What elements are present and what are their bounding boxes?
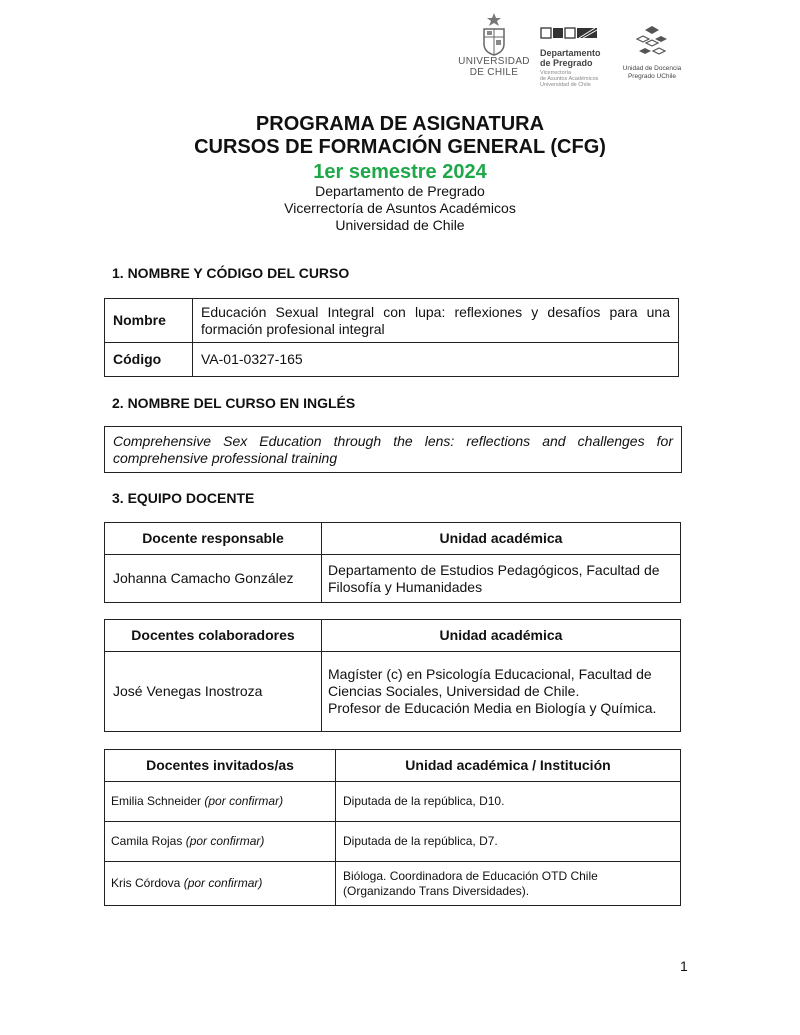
- header-logos: [455, 12, 695, 90]
- document-subtitle: CURSOS DE FORMACIÓN GENERAL (CFG): [194, 136, 606, 158]
- docente-responsable-header: Docente responsable: [105, 523, 322, 555]
- colaborador-unit-line2: Profesor de Educación Media en Biología y Química.: [328, 700, 657, 716]
- section-3-heading: 3. EQUIPO DOCENTE: [112, 490, 255, 506]
- docentes-colaboradores-header: Docentes colaboradores: [105, 620, 322, 652]
- codigo-value: VA-01-0327-165: [193, 343, 679, 377]
- unidad-institucion-header: Unidad académica / Institución: [336, 750, 681, 782]
- semester-label: 1er semestre 2024: [313, 161, 487, 183]
- university-line: Universidad de Chile: [335, 217, 465, 233]
- docentes-invitados-header: Docentes invitados/as: [105, 750, 336, 782]
- nombre-label: Nombre: [105, 299, 193, 343]
- course-name-code-table: [104, 298, 679, 377]
- section-1-heading: 1. NOMBRE Y CÓDIGO DEL CURSO: [112, 265, 350, 281]
- invitado-name: Kris Córdova (por confirmar): [105, 862, 336, 906]
- docentes-invitados-table: [104, 749, 681, 906]
- colaborador-name: José Venegas Inostroza: [105, 652, 322, 732]
- english-name-value: Comprehensive Sex Education through the lens: reflections and challenges for comprehensive professional training: [105, 427, 682, 473]
- unidad-academica-header: Unidad académica: [322, 620, 681, 652]
- docentes-colaboradores-table: [104, 619, 681, 732]
- section-2-heading: 2. NOMBRE DEL CURSO EN INGLÉS: [112, 395, 356, 411]
- invitado-name: Camila Rojas (por confirmar): [105, 822, 336, 862]
- responsable-unit: Departamento de Estudios Pedagógicos, Facultad de Filosofía y Humanidades: [322, 555, 681, 603]
- department-line: Departamento de Pregrado: [315, 183, 485, 199]
- departamento-pregrado-logo: Departamento de Pregrado Vicerrectoría de Asuntos Académicos Universidad de Chile: [540, 26, 615, 88]
- colaborador-unit: [322, 652, 681, 732]
- nombre-value: Educación Sexual Integral con lupa: reflexiones y desafíos para una formación profesional integral: [193, 299, 679, 343]
- table-row: [105, 782, 681, 822]
- invitado-unit: Bióloga. Coordinadora de Educación OTD Chile (Organizando Trans Diversidades).: [336, 862, 681, 906]
- invitado-name: Emilia Schneider (por confirmar): [105, 782, 336, 822]
- document-title: PROGRAMA DE ASIGNATURA: [255, 113, 545, 135]
- invitado-unit: Diputada de la república, D7.: [336, 822, 681, 862]
- vicerrectoria-line: Vicerrectoría de Asuntos Académicos: [284, 200, 516, 216]
- invitado-unit: Diputada de la república, D10.: [336, 782, 681, 822]
- unidad-docencia-logo: Unidad de Docencia Pregrado UChile: [617, 24, 687, 81]
- university-crest-icon: [479, 12, 509, 56]
- responsable-name: Johanna Camacho González: [105, 555, 322, 603]
- uchile-wordmark: UNIVERSIDAD DE CHILE: [458, 56, 530, 78]
- universidad-de-chile-logo: [455, 12, 533, 78]
- colaborador-unit-line1: Magíster (c) en Psicología Educacional, Facultad de Ciencias Sociales, Universidad de Chile.: [328, 666, 652, 699]
- docente-responsable-table: [104, 522, 681, 603]
- english-name-table: [104, 426, 682, 473]
- pregrado-squares-icon: [540, 27, 598, 39]
- codigo-label: Código: [105, 343, 193, 377]
- unidad-academica-header: Unidad académica: [322, 523, 681, 555]
- docencia-cubes-icon: [635, 24, 669, 58]
- table-row: [105, 862, 681, 906]
- table-row: [105, 822, 681, 862]
- page-number: 1: [680, 958, 688, 974]
